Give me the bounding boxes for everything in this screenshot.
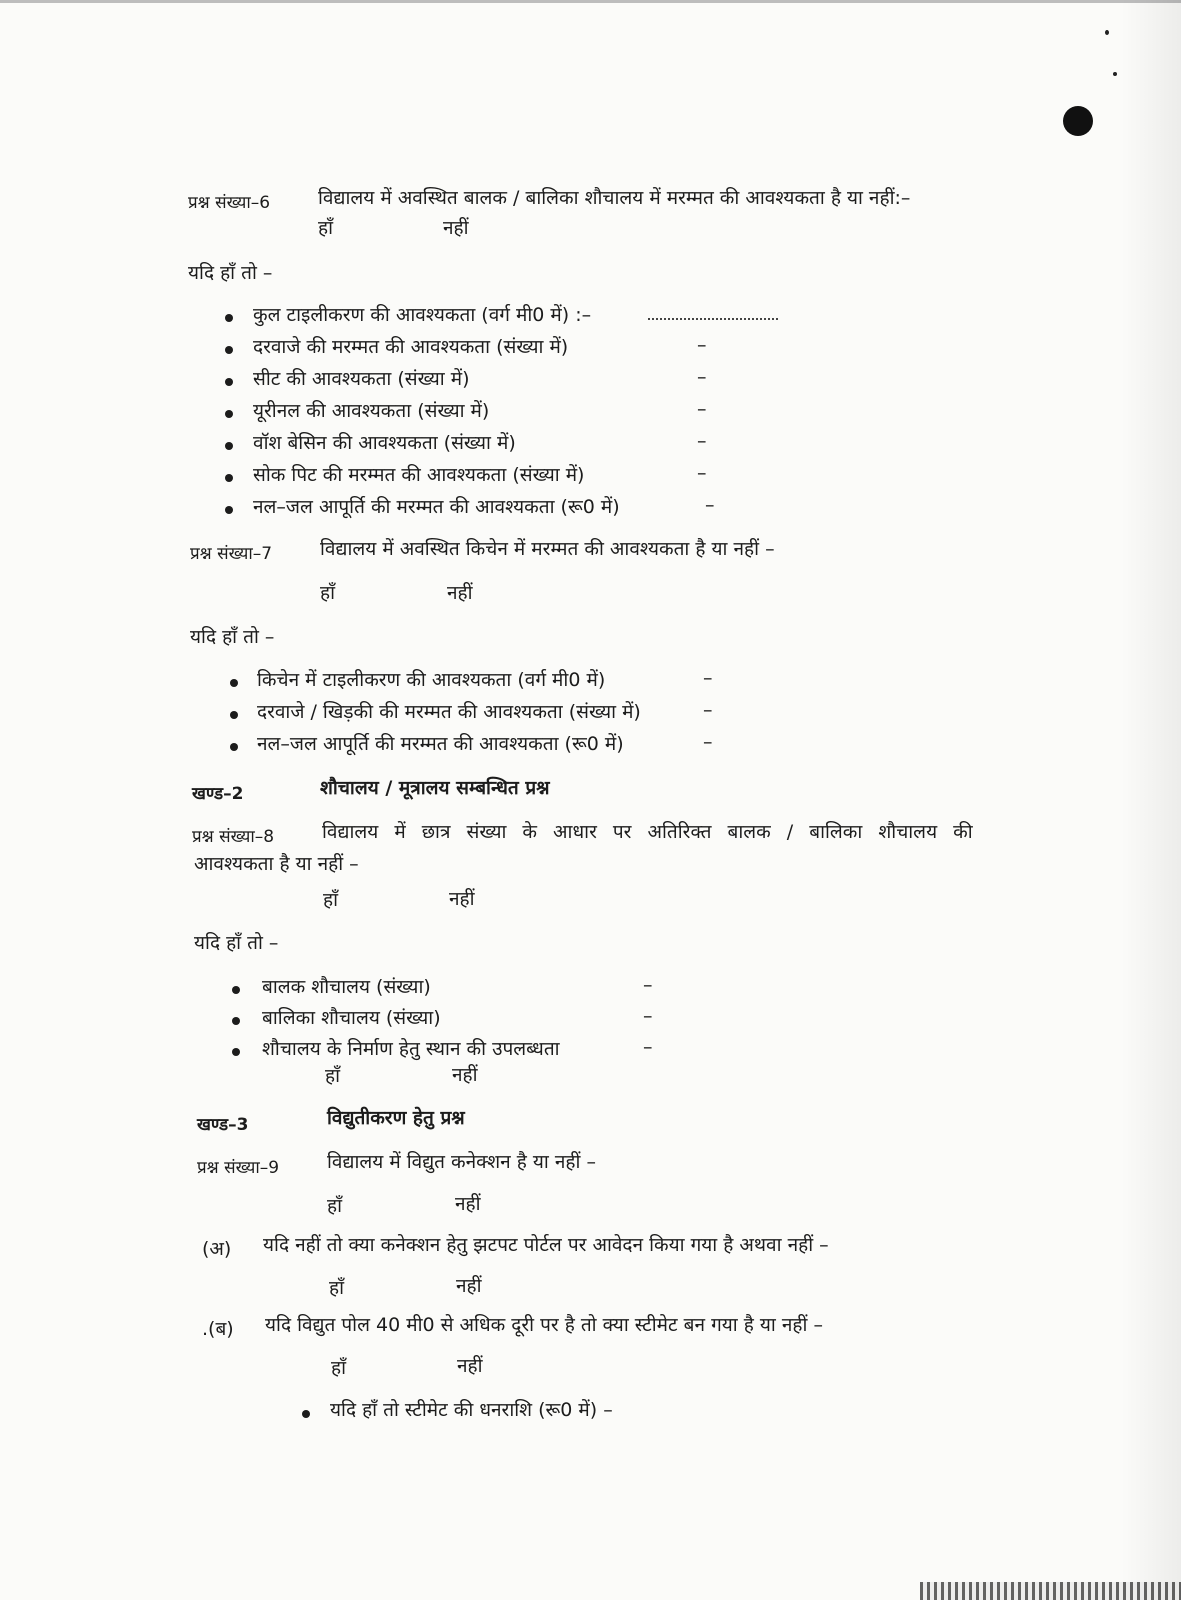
- dash-mark: –: [643, 1036, 653, 1058]
- bullet-icon: [302, 1410, 310, 1418]
- q6-item-washbasin: वॉश बेसिन की आवश्यकता (संख्या में): [253, 432, 516, 454]
- q6-item-water: नल–जल आपूर्ति की मरम्मत की आवश्यकता (रू0 में): [253, 496, 620, 518]
- q8-item-boys-toilet: बालक शौचालय (संख्या): [262, 976, 431, 998]
- q6-text: विद्यालय में अवस्थित बालक / बालिका शौचालय में मरम्मत की आवश्यकता है या नहीं:–: [318, 187, 911, 209]
- fill-in-blank-line: [648, 318, 778, 320]
- q7-if-yes: यदि हाँ तो –: [190, 626, 275, 648]
- bullet-icon: [225, 410, 233, 418]
- q6-yes-option: हाँ: [318, 217, 334, 239]
- scan-speck: [1113, 72, 1117, 76]
- dash-mark: –: [703, 667, 713, 689]
- bullet-icon: [225, 378, 233, 386]
- q9-text: विद्यालय में विद्युत कनेक्शन है या नहीं –: [327, 1151, 596, 1173]
- q7-item-tiling: किचेन में टाइलीकरण की आवश्यकता (वर्ग मी0 में): [257, 669, 606, 691]
- q9-estimate-amount: यदि हाँ तो स्टीमेट की धनराशि (रू0 में) –: [330, 1399, 613, 1421]
- q8-text-line1: विद्यालय में छात्र संख्या के आधार पर अतिरिक्त बालक / बालिका शौचालय की: [322, 821, 973, 843]
- q9-sub-b-no-option: नहीं: [457, 1355, 483, 1377]
- dash-mark: –: [697, 398, 707, 420]
- section3-label: खण्ड–3: [197, 1115, 249, 1135]
- q8-yes-option: हाँ: [323, 889, 339, 911]
- dash-mark: –: [697, 334, 707, 356]
- scan-edge-bottom: [920, 1582, 1181, 1600]
- q9-sub-b-text: यदि विद्युत पोल 40 मी0 से अधिक दूरी पर है तो क्या स्टीमेट बन गया है या नहीं –: [265, 1314, 823, 1336]
- q8-place-no-option: नहीं: [452, 1064, 478, 1086]
- q7-no-option: नहीं: [447, 582, 473, 604]
- q8-no-option: नहीं: [449, 888, 475, 910]
- q8-item-girls-toilet: बालिका शौचालय (संख्या): [262, 1007, 441, 1029]
- q6-label: प्रश्न संख्या–6: [188, 193, 271, 213]
- bullet-icon: [232, 1017, 240, 1025]
- q7-item-water: नल–जल आपूर्ति की मरम्मत की आवश्यकता (रू0 में): [257, 733, 624, 755]
- q6-item-door: दरवाजे की मरम्मत की आवश्यकता (संख्या में): [253, 336, 569, 358]
- bullet-icon: [225, 506, 233, 514]
- q7-item-door-window: दरवाजे / खिड़की की मरम्मत की आवश्यकता (संख्या में): [257, 701, 641, 723]
- dash-mark: –: [697, 462, 707, 484]
- bullet-icon: [232, 986, 240, 994]
- bullet-icon: [230, 743, 238, 751]
- q6-no-option: नहीं: [443, 217, 469, 239]
- q9-sub-a-no-option: नहीं: [456, 1275, 482, 1297]
- q9-yes-option: हाँ: [327, 1195, 343, 1217]
- q6-item-urinal: यूरीनल की आवश्यकता (संख्या में): [253, 400, 490, 422]
- bullet-icon: [225, 474, 233, 482]
- bullet-icon: [225, 346, 233, 354]
- q6-item-tiling: कुल टाइलीकरण की आवश्यकता (वर्ग मी0 में) :–: [253, 304, 592, 326]
- q9-sub-a-yes-option: हाँ: [329, 1277, 345, 1299]
- dash-mark: –: [703, 699, 713, 721]
- q9-sub-a-text: यदि नहीं तो क्या कनेक्शन हेतु झटपट पोर्टल पर आवेदन किया गया है अथवा नहीं –: [263, 1234, 829, 1256]
- punch-hole-mark: [1063, 106, 1093, 136]
- q6-item-soakpit: सोक पिट की मरम्मत की आवश्यकता (संख्या में): [253, 464, 585, 486]
- bullet-icon: [225, 442, 233, 450]
- q7-yes-option: हाँ: [320, 582, 336, 604]
- q7-text: विद्यालय में अवस्थित किचेन में मरम्मत की आवश्यकता है या नहीं –: [320, 538, 775, 560]
- q8-item-space-availability: शौचालय के निर्माण हेतु स्थान की उपलब्धता: [262, 1038, 560, 1060]
- dash-mark: –: [697, 366, 707, 388]
- dash-mark: –: [643, 974, 653, 996]
- scan-shadow-right: [1121, 0, 1181, 1600]
- dash-mark: –: [703, 731, 713, 753]
- bullet-icon: [230, 711, 238, 719]
- q6-item-seat: सीट की आवश्यकता (संख्या में): [253, 368, 470, 390]
- section2-title: शौचालय / मूत्रालय सम्बन्धित प्रश्न: [320, 777, 550, 799]
- q9-sub-b-label: .(ब): [202, 1318, 234, 1340]
- section3-title: विद्युतीकरण हेतु प्रश्न: [327, 1107, 465, 1129]
- dash-mark: –: [697, 430, 707, 452]
- q9-label: प्रश्न संख्या–9: [197, 1158, 280, 1178]
- bullet-icon: [230, 679, 238, 687]
- q9-no-option: नहीं: [455, 1193, 481, 1215]
- q6-if-yes: यदि हाँ तो –: [188, 262, 273, 284]
- dash-mark: –: [705, 494, 715, 516]
- section2-label: खण्ड–2: [192, 784, 244, 804]
- scan-speck: [1105, 30, 1109, 35]
- scan-edge-top: [0, 0, 1181, 3]
- q8-if-yes: यदि हाँ तो –: [194, 932, 279, 954]
- q9-sub-b-yes-option: हाँ: [331, 1357, 347, 1379]
- q9-sub-a-label: (अ): [202, 1238, 232, 1260]
- q8-place-yes-option: हाँ: [325, 1065, 341, 1087]
- bullet-icon: [232, 1048, 240, 1056]
- q8-text-line2: आवश्यकता है या नहीं –: [194, 853, 359, 875]
- dash-mark: –: [643, 1005, 653, 1027]
- bullet-icon: [225, 314, 233, 322]
- q7-label: प्रश्न संख्या–7: [190, 544, 273, 564]
- q8-label: प्रश्न संख्या–8: [192, 827, 275, 847]
